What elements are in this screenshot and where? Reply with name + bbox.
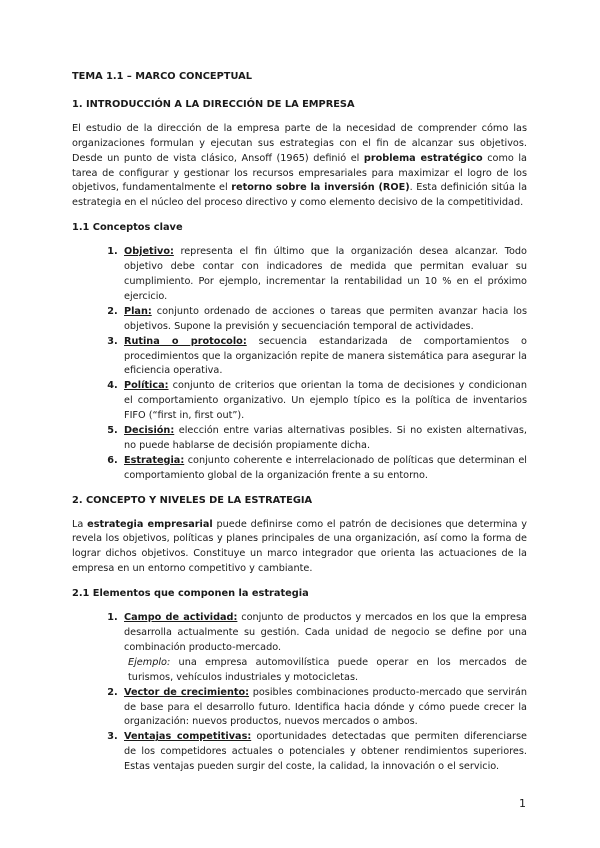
example-note: Ejemplo: una empresa automovilística puede operar en los mercados de turismos, vehículos industriales y motocicletas. (128, 656, 527, 683)
list-item: 2. Plan: conjunto ordenado de acciones o tareas que permiten avanzar hacia los objetivos. Supone la previsión y secuenciación temporal de actividades. (121, 305, 527, 335)
section-1-1-heading: 1.1 Conceptos clave (72, 222, 183, 234)
document-title: TEMA 1.1 – MARCO CONCEPTUAL (72, 71, 252, 82)
list-item: 5. Decisión: elección entre varias alternativas posibles. Si no existen alternativas, no puede hablarse de decisión propiamente dicha. (121, 424, 527, 454)
list-item: 3. Ventajas competitivas: oportunidades detectadas que permiten diferenciarse de los competidores actuales o potenciales y obtener rendimientos superiores. Estas ventajas pueden surgir del coste, la calidad, la innovación o el servicio. (121, 730, 527, 775)
section-1-paragraph: El estudio de la dirección de la empresa parte de la necesidad de comprender cómo las organizaciones formulan y ejecutan sus estrategias con el fin de alcanzar sus objetivos. Desde un punto de vista clásico, Ansoff (1965) definió el problema estratégico como la tarea de configurar y gestionar los recursos empresariales para maximizar el logro de los objetivos, fundamentalmente el retorno sobre la inversión (ROE). Esta definición sitúa la estrategia en el núcleo del proceso directivo y como elemento decisivo de la competitividad. (72, 122, 528, 209)
list-item: 6. Estrategia: conjunto coherente e interrelacionado de políticas que determinan el comportamiento global de la organización frente a su entorno. (121, 454, 527, 484)
list-item: 2. Vector de crecimiento: posibles combinaciones producto-mercado que servirán de base para el desarrollo futuro. Identifica hacia dónde y cómo puede crecer la organización: nuevos productos, nuevos mercados o ambos. (121, 686, 527, 731)
list-item: 4. Política: conjunto de criterios que orientan la toma de decisiones y condicionan el comportamiento organizativo. Un ejemplo típico es la política de inventarios FIFO (“first in, first out”). (121, 379, 527, 424)
section-1-heading: 1. INTRODUCCIÓN A LA DIRECCIÓN DE LA EMPRESA (72, 98, 355, 110)
section-2-heading: 2. CONCEPTO Y NIVELES DE LA ESTRATEGIA (72, 494, 313, 506)
key-concepts-list (72, 245, 527, 484)
document-page (72, 70, 527, 785)
page-number: 1 (519, 797, 526, 810)
section-2-1-heading: 2.1 Elementos que componen la estrategia (72, 588, 309, 600)
strategy-elements-list (72, 611, 527, 775)
list-item: 3. Rutina o protocolo: secuencia estandarizada de comportamientos o procedimientos que la organización repite de manera sistemática para asegurar la eficiencia operativa. (121, 335, 527, 380)
list-item: 1. Campo de actividad: conjunto de productos y mercados en los que la empresa desarrolla actualmente su gestión. Cada unidad de negocio se define por una combinación producto-mercado. Ejemplo: una empresa automovilística puede operar en los mercados de turismos, vehículos industriales y motocicletas. (121, 611, 527, 686)
section-2-paragraph: La estrategia empresarial puede definirse como el patrón de decisiones que determina y revela los objetivos, políticas y planes principales de una organización, así como la forma de lograr dichos objetivos. Constituye un marco integrador que orienta las actuaciones de la empresa en un entorno competitivo y cambiante. (72, 518, 527, 575)
list-item: 1. Objetivo: representa el fin último que la organización desea alcanzar. Todo objetivo debe contar con indicadores de medida que permitan evaluar su cumplimiento. Por ejemplo, incrementar la rentabilidad un 10 % en el próximo ejercicio. (121, 245, 527, 305)
